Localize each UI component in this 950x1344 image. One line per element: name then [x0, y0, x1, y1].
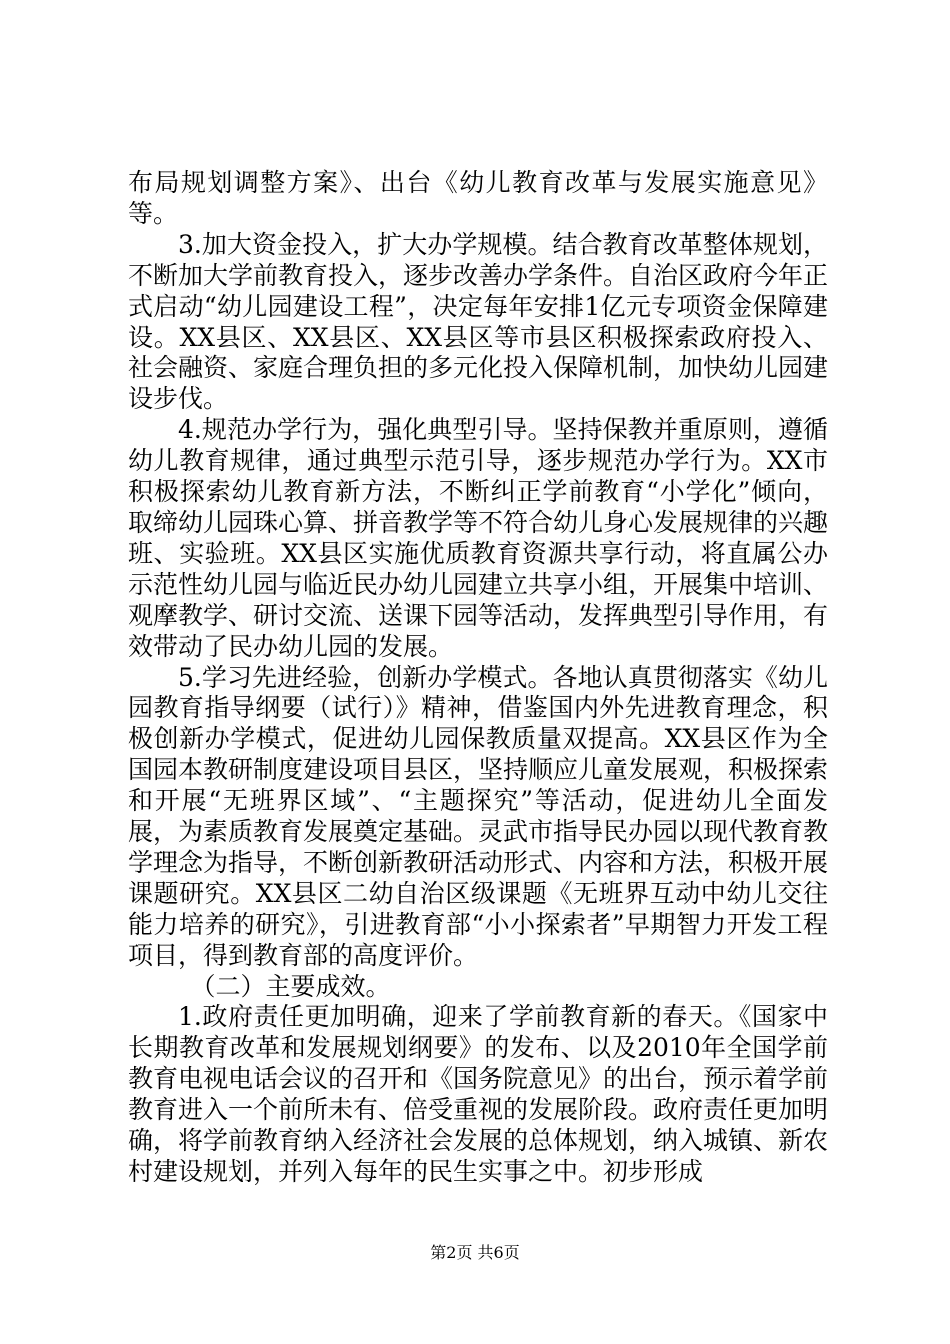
section-heading-results: （二）主要成效。: [190, 971, 391, 1001]
paragraph-regulation: 4.规范办学行为，强化典型引导。坚持保教并重原则，遵循幼儿教育规律，通过典型示范引导，逐步规范办学行为。XX市积极探索幼儿教育新方法，不断纠正学前教育“小学化”倾向，取缔幼儿园珠心算、拼音教学等不符合幼儿身心发展规律的兴趣班、实验班。XX县区实施优质教育资源共享行动，将直属公办示范性幼儿园与临近民办幼儿园建立共享小组，开展集中培训、观摩教学、研讨交流、送课下园等活动，发挥典型引导作用，有效带动了民办幼儿园的发展。: [128, 415, 829, 661]
document-body: [128, 168, 828, 1188]
paragraph-experience: 5.学习先进经验，创新办学模式。各地认真贯彻落实《幼儿园教育指导纲要（试行）》精神，借鉴国内外先进教育理念，积极创新办学模式，促进幼儿园保教质量双提高。XX县区作为全国园本教研制度建设项目县区，坚持顺应儿童发展观，积极探索和开展“无班界区域”、“主题探究”等活动，促进幼儿全面发展，为素质教育发展奠定基础。灵武市指导民办园以现代教育教学理念为指导，不断创新教研活动形式、内容和方法，积极开展课题研究。XX县区二幼自治区级课题《无班界互动中幼儿交往能力培养的研究》，引进教育部“小小探索者”早期智力开发工程项目，得到教育部的高度评价。: [128, 662, 829, 970]
paragraph-government-responsibility: 1.政府责任更加明确，迎来了学前教育新的春天。《国家中长期教育改革和发展规划纲要》的发布、以及2010年全国学前教育电视电话会议的召开和《国务院意见》的出台，预示着学前教育进入一个前所未有、倍受重视的发展阶段。政府责任更加明确，将学前教育纳入经济社会发展的总体规划，纳入城镇、新农村建设规划，并列入每年的民生实事之中。初步形成: [128, 1002, 829, 1186]
paragraph-continuation: 布局规划调整方案》、出台《幼儿教育改革与发展实施意见》等。: [128, 168, 828, 228]
page-footer: 第2页 共6页: [430, 1243, 520, 1262]
paragraph-funding: 3.加大资金投入，扩大办学规模。结合教育改革整体规划，不断加大学前教育投入，逐步改善办学条件。自治区政府今年正式启动“幼儿园建设工程”，决定每年安排1亿元专项资金保障建设。XX县区、XX县区、XX县区等市县区积极探索政府投入、社会融资、家庭合理负担的多元化投入保障机制，加快幼儿园建设步伐。: [128, 229, 829, 414]
